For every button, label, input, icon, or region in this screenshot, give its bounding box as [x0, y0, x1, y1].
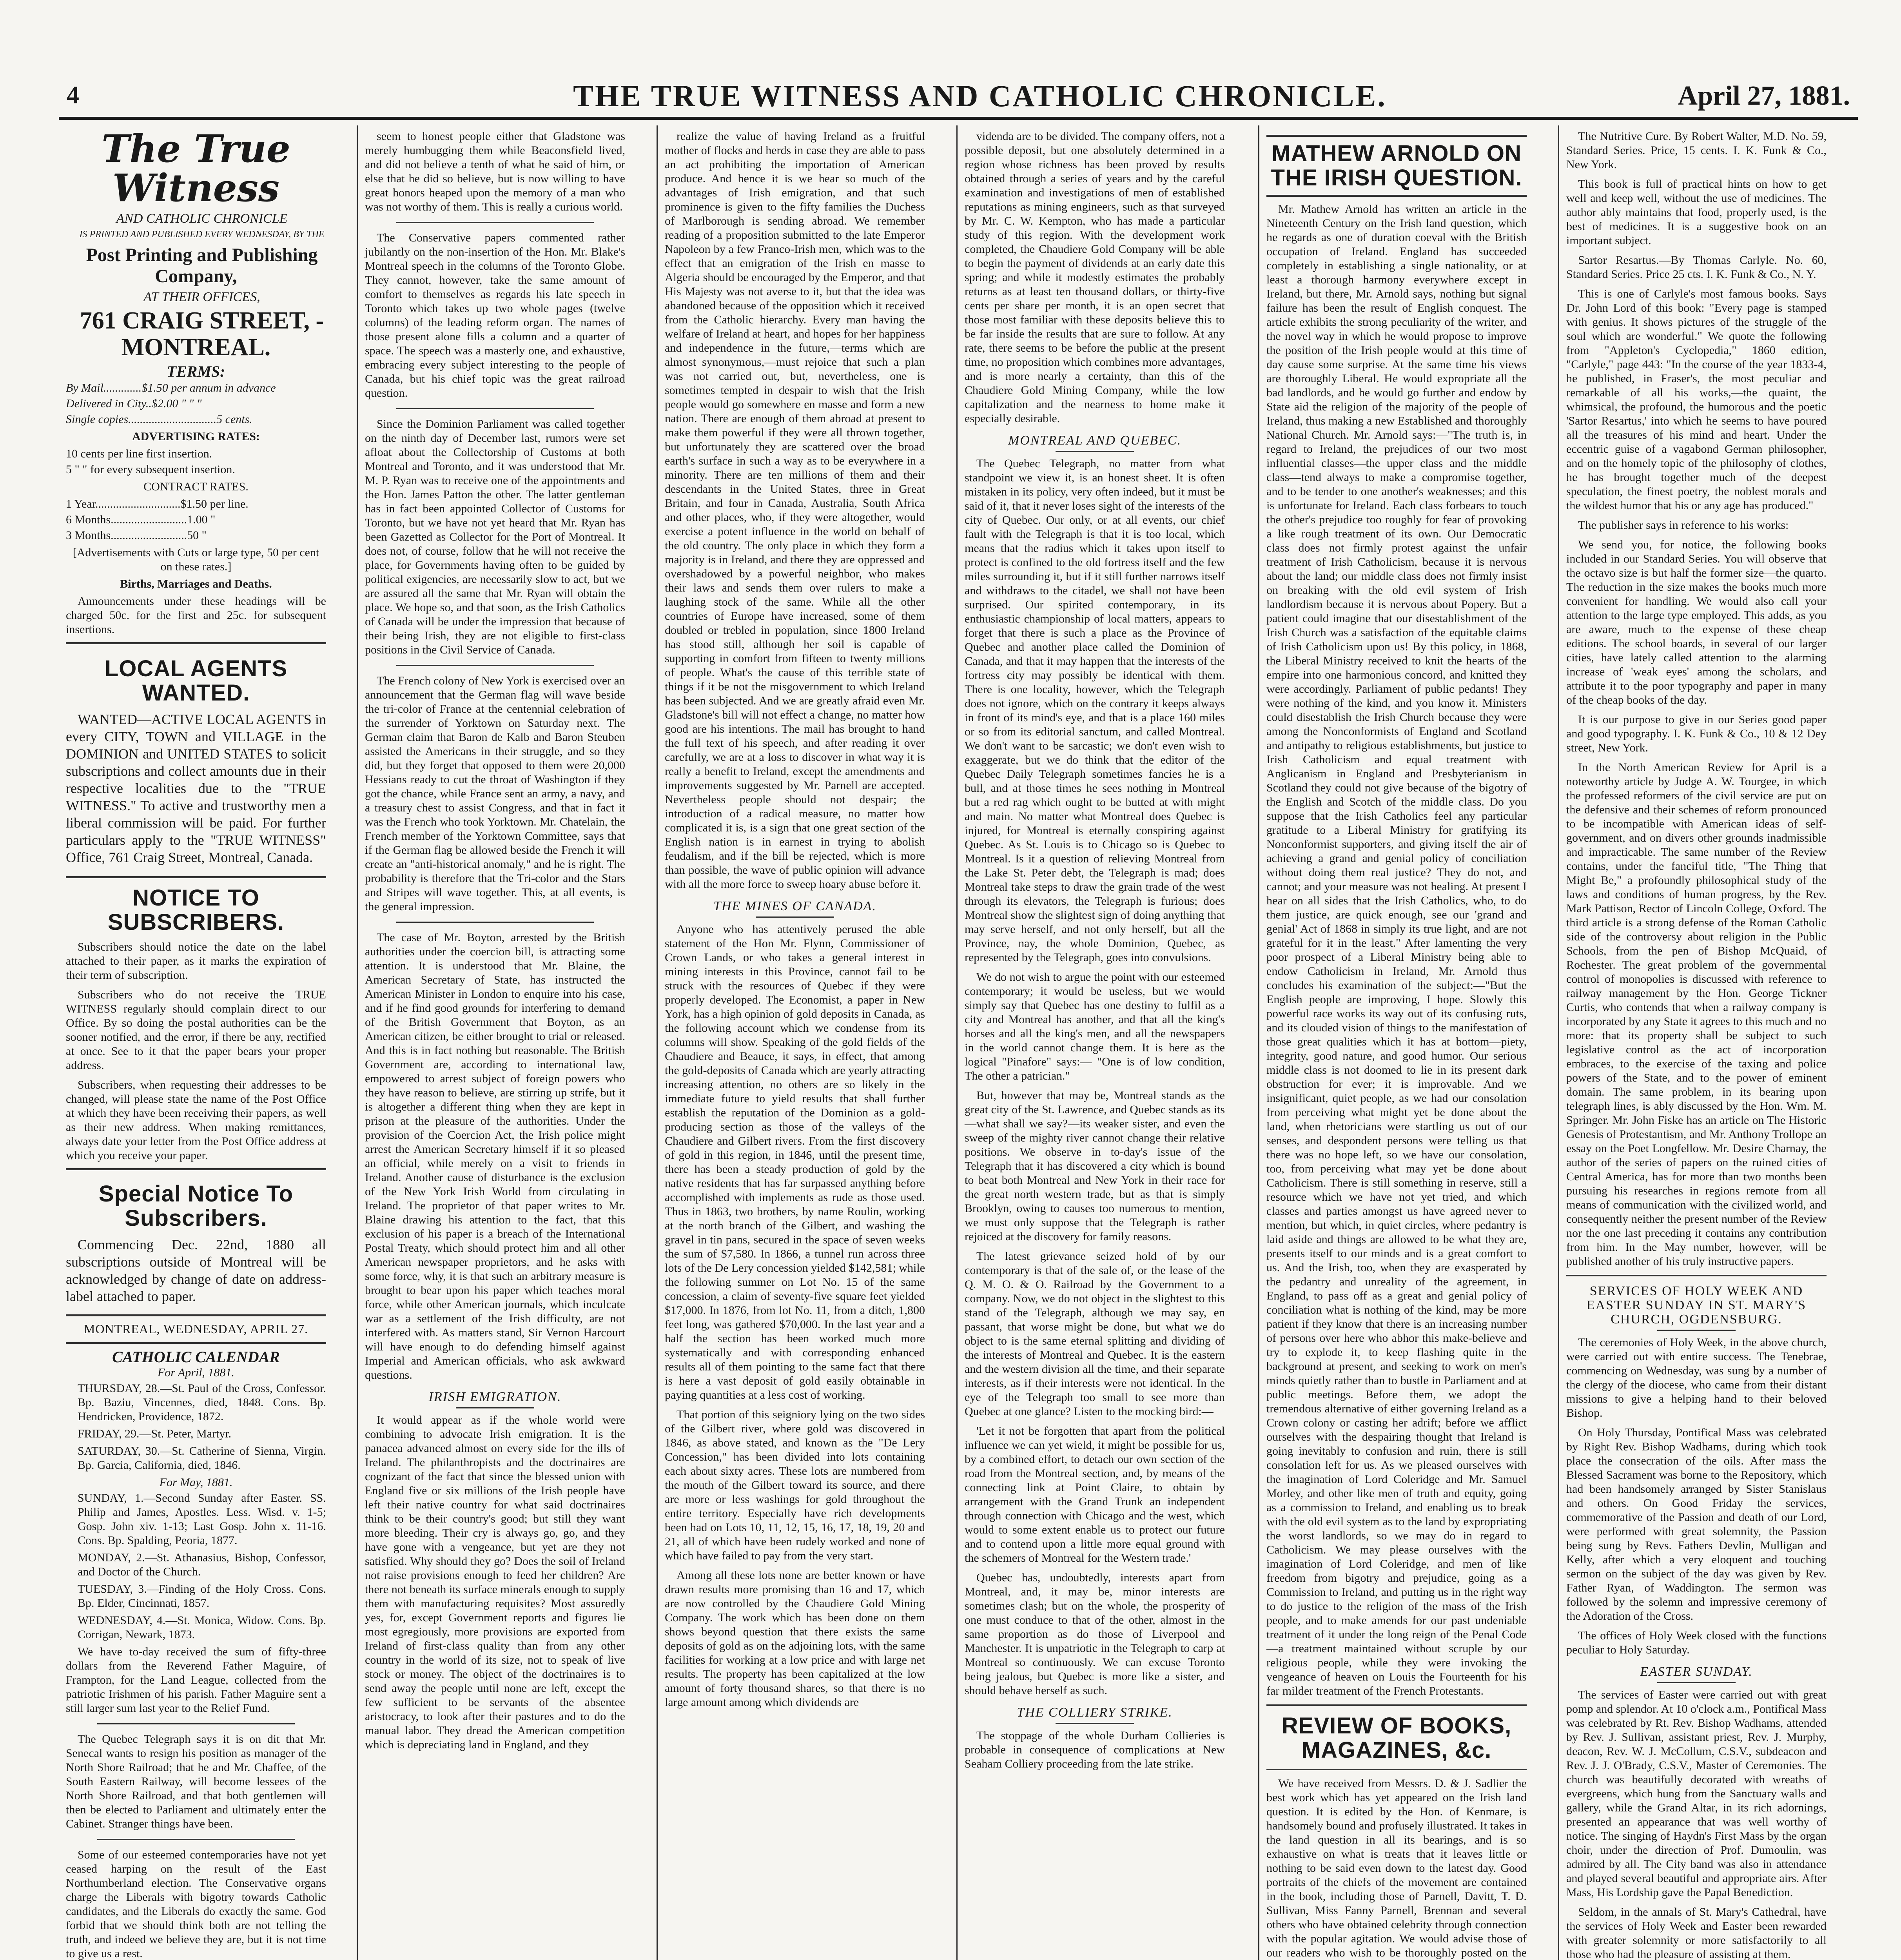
article-paragraph: The French colony of New York is exercised over an announcement that the German flag will wave beside the tri-color of France at the centennial celebration of the surrender of Yorktown on Saturday next. The German claim that Baron de Kalb and Baron Steuben assisted the Americans in their struggle, and so they did, but they forget that opposed to them were 20,000 Hessians ready to cut the throat of Washington if they got the chance, while France sent an army, a navy, and a treasury chest to assist Congress, and that in fact it was the French who took Yorktown. Mr. Chatelain, the French member of the Yorktown Committee, says that if the German flag be allowed beside the French it will create an "anti-historical anomaly," and he is right. The probability is therefore that the Tri-color and the Stars and Stripes will wave together. This, at all events, is the general impression. — [365, 674, 625, 913]
review-paragraph: This is one of Carlyle's most famous books. Says Dr. John Lord of this book: "Every page is stamped with genius. It shows pictures of the struggle of the soul which are wonderful." We quote the following from "Appleton's Cyclopedia," 1860 edition, "Carlyle," page 443: "In the course of the year 1833-4, he published, in Fraser's, the most peculiar and remarkable of all his works,—the quaint, the whimsical, the profound, the humorous and the poetic 'Sartor Resartus,' into which he seems to have poured all the treasures of his mind and heart. Under the eccentric guise of a vagabond German philosopher, and on the homely topic of the philosophy of clothes, he has brought together much of the deepest speculation, the finest poetry, the noblest morals and the wildest humor that his or any age has produced." — [1566, 287, 1827, 512]
review-paragraph: We have received from Messrs. D. & J. Sadlier the best work which has yet appeared on the Irish land question. It is edited by the Hon. of Kenmare, is handsomely bound and profusely illustrated. It takes in the land question in all its bearings, and is so exhaustive on what is treats that it leaves little or nothing to be said even down to the latest day. Good portraits of the chiefs of the movement are contained in the book, including those of Parnell, Davitt, T. D. Sullivan, Miss Fanny Parnell, Brennan and several others who have obtained celebrity through connection with the popular agitation. We would advise those of our readers who wish to be thoroughly posted on the — [1266, 1777, 1527, 1959]
column-3 — [657, 125, 932, 1960]
calendar-entry: SUNDAY, 1.—Second Sunday after Easter. SS. Philip and James, Apostles. Less. Wisd. v. 1-5; Gosp. John xiv. 1-13; Last Gosp. John x. 11-16. Cons. Bp. Spalding, Peoria, 1877. — [78, 1492, 326, 1547]
advertising-line: 5 " " for every subsequent insertion. — [66, 463, 235, 476]
article-paragraph: seem to honest people either that Gladstone was merely humbugging them while Beaconsfield lived, and did not believe a tenth of what he said of him, or else that he did so believe, but is now willing to have great honors heaped upon the memory of a man who was not worthy of them. This is really a curious world. — [365, 130, 625, 213]
article-paragraph: That portion of this seigniory lying on the two sides of the Gilbert river, where gold was discovered in 1846, as above stated, and known as the "De Lery Concession," has been divided into lots containing each about sixty acres. These lots are numbered from the mouth of the Gilbert toward its source, and there are more or less washings for gold throughout the entire territory. Especially have rich developments been had on Lots 10, 11, 12, 15, 16, 17, 18, 19, 20 and 21, all of which have been rudely worked and none of which have failed to pay from the very start. — [665, 1408, 925, 1562]
article-paragraph: realize the value of having Ireland as a fruitful mother of flocks and herds in case they are able to pass an act prohibiting the importation of American produce. And hence it is we hear so much of the advantages of Irish emigration, and that such prominence is given to the fifty families the Duchess of Marlborough is sending abroad. We remember reading of a proposition submitted to the late Emperor Napoleon by a few Franco-Irish men, which was to the effect that an emigration of the Irish en masse to Algeria should be encouraged by the Emperor, and that His Majesty was not averse to it, but that the idea was abandoned because of the opposition which it received from the Catholic hierarchy. Every man having the welfare of Ireland at heart, and hopes for her happiness and independence in the future,—terms which are almost synonymous,—must rejoice that such a plan was not carried out, but, nevertheless, one is sometimes tempted in despair to wish that the Irish people would go somewhere en masse and form a new nation. There are enough of them abroad at present to make them powerful if they were all thrown together, but unfortunately they are scattered over the broad earth's surface in such a way as to be everywhere in a minority. There are ten millions of them and their descendants in the United States, three in Great Britain, and four in Canada, Australia, South Africa and other places, who, if they were altogether, would exercise a potent influence in the world on behalf of the old country. The only place in which they form a majority is in Ireland, and there they are oppressed and overshadowed by a powerful neighbor, who makes their laws and sends them over rulers to make a laughing stock of the same. While all the other countries of Europe have increased, some of them doubled or trebled in population, since 1800 Ireland has stood still, although her soil is capable of supporting in comfort from fifteen to twenty millions of people. What's the cause of this terrible state of things if it be not the misgovernment to which Ireland has been subjected. And we are greatly afraid even Mr. Gladstone's bill will not effect a change, no matter how good are his intentions. The mail has brought to hand the full text of his speech, and after reading it over carefully, we are at a loss to discover in what way it is really a benefit to Ireland, except the amendments and improvements suggested by Mr. Parnell are accepted. Nevertheless people should not despair; the introduction of a radical measure, no matter how complicated it is, is a sign that one great section of the English nation is in earnest in trying to abolish feudalism, and if the bill be rejected, which is more than possible, the wave of public opinion will advance with all the more force to sweep hoary abuse before it. — [665, 130, 925, 891]
calendar-entry: FRIDAY, 29.—St. Peter, Martyr. — [78, 1427, 232, 1440]
divider — [1566, 1275, 1827, 1276]
columns — [59, 125, 1858, 1960]
article-paragraph: Mr. Mathew Arnold has written an article in the Nineteenth Century on the Irish land question, which he regards as one of duration coeval with the British occupation of Ireland. England has succeeded completely in establishing a single nationality, or at least a thorough harmony everywhere except in Ireland, but there, Mr. Arnold says, nothing but signal failure has been the result of English conquest. The article exhibits the strong peculiarity of the writer, and the novel way in which he would propose to improve the position of the Irish people would at this time of day cause some surprise. At the same time his views are thoroughly Liberal. He would expropriate all the bad landlords, and he would go further and endow by State aid the religion of the majority of the people of Ireland, thus making a new Established and thoroughly National Church. Mr. Arnold says:—"The truth is, in regard to Ireland, the prejudices of our two most influential classes—the upper class and the middle class—tend always to make a compromise together, and to be tender to one another's weaknesses; and this is unfortunate for Ireland. Each class forbears to touch the other's prejudice too roughly for fear of provoking a like rough treatment of its own. Our Democratic class does not firmly protest against the unfair treatment of Irish Catholicism, because it is nervous about the land; our middle class does not firmly insist on breaking with the old evil system of Irish landlordism because it is nervous about Popery. But a patient could imagine that our disestablishment of the Irish Church was a satisfaction of the equitable claims of Irish Catholicism upon us! By this policy, in 1868, the Liberal Ministry received to knit the hearts of the empire into one harmonious concord, and knitted they were accordingly. Parliament of public pedants! They were nothing of the kind, and you know it. Ministers could disestablish the Irish Church because they were among the Nonconformists of England and Scotland and antipathy to religious establishments, but justice to Irish Catholicism and equal treatment with Anglicanism in England and Presbyterianism in Scotland they could not give because of the bigotry of the English and Scotch of the middle class. Do you suppose that the Irish Catholics feel any particular gratitude to a Liberal Ministry for gratifying its Nonconformist supporters, and giving itself the air of achieving a grand and genial policy of conciliation without doing them real justice? They do not, and cannot; and your measure was not healing. At present I hear on all sides that the Irish Catholics, who, to do them justice, are quick enough, see our 'grand and genial' Act of 1868 in simply its true light, and are not grateful for it in the least." After lamenting the very poor prospect of a Liberal Ministry being able to endow Catholicism in Ireland, Mr. Arnold thus concludes his examination of the subject:—"But the English people are improving, I hope. Slowly this powerful race works its way out of its confusing ruts, and its clouded vision of things to the manifestation of those great qualities which it has at bottom—piety, integrity, good nature, and good humor. Our serious middle class is not doomed to lie in its present dark obstruction for ever; it is improvable. And we insignificant, quiet people, as we had our consolation from perceiving what might yet be done about the land, when rhetoricians were startling us out of our senses, and despondent persons were telling us that there was no hope left, so we have our consolation, too, from perceiving what may yet be done about Catholicism. There is still something in reserve, still a resource which we have not yet tried, and which classes and parties amongst us have agreed never to mention, but which, in quiet circles, where pedantry is laid aside and things are allowed to be what they are, presents itself to our minds and is a great comfort to us. And the Irish, too, when they are exasperated by the pedantry and unreality of the agreement, in England, to pass off as a great and genial policy of conciliation what is nothing of the kind, may be more patient if they know that there is an increasing number of persons over here who abhor this make-believe and try to explode it, to keep flashing quite in the background at present, and seeking to work on men's minds quietly rather than to bustle in Parliament and at public meetings. Before them, we adopt the tremendous alternative of either governing Ireland as a Crown colony or casting her adrift; before we afflict ourselves with the despairing thought that Ireland is going inevitably to confusion and ruin, there is still consolation left for us. As we pleased ourselves with the imagination of Lord Coleridge and Mr. Samuel Morley, and other like men of truth and equity, going as a commission to Ireland, and enabling us to break with the old evil system as to the land by expropriating the worst landlords, so we may do in regard to Catholicism. We may please ourselves with the imagination of Lord Coleridge, and men of like freedom from bigotry and prejudice, going as a Commission to Ireland, and putting us in the right way to do justice to the religion of the mass of the Irish people, and to make amends for our past undeniable treatment of it under the long reign of the Penal Code—a treatment maintained without scruple by our religious people, while they were invoking the vengeance of heaven on Louis the Fourteenth for his far milder treatment of the French Protestants. — [1266, 203, 1527, 1697]
calendar-entry: SATURDAY, 30.—St. Catherine of Sienna, Virgin. Bp. Garcia, California, died, 1846. — [78, 1445, 326, 1472]
advertising-line: 10 cents per line first insertion. — [66, 447, 212, 460]
article-paragraph: Since the Dominion Parliament was called together on the ninth day of December last, rumors were set afloat about the Collectorship of Customs at both Montreal and Toronto, and it was understood that Mr. M. P. Ryan was to receive one of the appointments and the Hon. James Patton the other. The latter gentleman has in fact been appointed Collector of Customs for Toronto, but we have not yet heard that Mr. Ryan has been Gazetted as Collector for the Port of Montreal. It does not, of course, follow that he will not receive the place, for Governments having often to be guided by political exigencies, are necessarily slow to act, but we are assured all the same that Mr. Ryan will obtain the place. We hope so, and that soon, as the Irish Catholics of Canada will be under the impression that because of their being Irish, they are not eligible to first-class positions in the Civil Service of Canada. — [365, 417, 625, 656]
review-paragraph: The publisher says in reference to his works: — [1578, 519, 1789, 532]
contract-line: 1 Year.............................$1.50 per line. — [66, 497, 249, 510]
divider — [396, 408, 594, 409]
contract-note: [Advertisements with Cuts or large type, 50 per cent on these rates.] — [73, 546, 319, 573]
article-paragraph: But, however that may be, Montreal stands as the great city of the St. Lawrence, and Quebec stands as its—what shall we say?—its weaker sister, and even the sweep of the mighty river cannot change their relative positions. We observe in to-day's issue of the Telegraph that it has discovered a city which is bound to beat both Montreal and New York in their race for the great north western trade, but as that is simply Brooklyn, owing to causes too numerous to mention, we must only suppose that the Telegraph is rather rejoiced at the discovery for family reasons. — [965, 1089, 1225, 1243]
article-paragraph: The case of Mr. Boyton, arrested by the British authorities under the coercion bill, is attracting some attention. It is understood that Mr. Blaine, the American Secretary of State, has instructed the American Minister in London to enquire into his case, and if he find good grounds for interfering to demand of the British Government that Boyton, as an American citizen, be either brought to trial or released. And this is in fact nothing but reasonable. The British Government are, according to international law, empowered to arrest subject of foreign powers who they have reason to believe, are stirring up strife, but it is altogether a different thing when they are kept in prison at the pleasure of the authorities. Under the provision of the Coercion Act, the Irish police might arrest the American Secretary himself if it so pleased an official, while merely on a visit to friends in Ireland. Another cause of disturbance is the exclusion of the New York Irish World from circulating in Ireland. The proprietor of that paper writes to Mr. Blaine drawing his attention to the fact, that this exclusion of his paper is a breach of the International Postal Treaty, which should protect him and all other American newspaper proprietors, and he asks with some force, why, it is that such an arbitrary measure is brought to bear upon his paper which teaches moral force, while other American journals, which inculcate war as a settlement of the Irish difficulty, are not interfered with. As matters stand, Sir Vernon Harcourt will have enough to do defending himself against Imperial and American officials, who ask awkward questions. — [365, 931, 625, 1381]
advertising-title: ADVERTISING RATES: — [132, 430, 260, 443]
section-title: SERVICES OF HOLY WEEK AND EASTER SUNDAY IN ST. MARY'S CHURCH, OGDENSBURG. — [1566, 1284, 1827, 1331]
article-paragraph: Quebec has, undoubtedly, interests apart from Montreal, and, it may be, minor interests are sometimes clash; but on the whole, the prosperity of one must conduce to that of the other, almost in the same proportion as do those of Liverpool and Manchester. It is unpatriotic in the Telegraph to carp at Montreal so continuously. We can excuse Toronto being jealous, but Quebec is more like a sister, and should behave herself as such. — [965, 1571, 1225, 1697]
article-paragraph: The latest grievance seized hold of by our contemporary is that of the sale of, or the lease of the Q. M. O. & O. Railroad by the Government to a company. Now, we do not object in the slightest to this stand of the Telegraph, although we may say, en passant, that worse might be done, but what we do object to is the same eternal splitting and dividing of the interests of Montreal and Quebec. It is the eastern and the western division all the time, and their separate interests, as if their interests were not identical. In the eye of the Telegraph too small to see more than Quebec at one glance? Listen to the mocking bird:— — [965, 1250, 1225, 1418]
calendar-entry: WEDNESDAY, 4.—St. Monica, Widow. Cons. Bp. Corrigan, Newark, 1873. — [78, 1614, 326, 1641]
article-paragraph: On Holy Thursday, Pontifical Mass was celebrated by Right Rev. Bishop Wadhams, during which took place the consecration of the oils. After mass the Blessed Sacrament was borne to the Repository, which had been handsomely arranged by Sister Stanislaus and others. On Good Friday the services, commemorative of the Passion and death of our Lord, were performed with great solemnity, the Passion being sung by Revs. Fathers Devlin, Mulligan and Kelly, after which a very eloquent and touching sermon on the subject of the day was given by Rev. Father Ryan, of Waddington. The sermon was followed by the solemn and impressive ceremony of the Adoration of the Cross. — [1566, 1426, 1827, 1622]
column-6 — [1558, 125, 1834, 1960]
section-title: EASTER SUNDAY. — [1566, 1665, 1827, 1683]
agents-box — [66, 642, 326, 878]
contract-line: 6 Months..........................1.00 " — [66, 513, 216, 526]
divider — [396, 222, 594, 223]
review-paragraph: The Nutritive Cure. By Robert Walter, M.D. No. 59, Standard Series. Price, 15 cents. I. K. Funk & Co., New York. — [1566, 130, 1827, 171]
special-notice-text: Commencing Dec. 22nd, 1880 all subscriptions outside of Montreal will be acknowledged by change of date on address-label attached to paper. — [66, 1237, 326, 1304]
calendar-entry: THURSDAY, 28.—St. Paul of the Cross, Confessor. Bp. Baziu, Vincennes, died, 1848. Cons. Bp. Hendricken, Providence, 1872. — [78, 1382, 326, 1423]
article-paragraph: 'Let it not be forgotten that apart from the political influence we can yet wield, it might be possible for us, by a combined effort, to detach our own section of the road from the Montreal section, and, by means of the connecting link at Point Claire, to obtain by arrangement with the Grand Trunk an independent through connection with Chicago and the west, which would to some extent enable us to protect our future and to contend upon a little more equal ground with the schemers of Montreal for the Western trade.' — [965, 1425, 1225, 1564]
article-paragraph: Among all these lots none are better known or have drawn results more promising than 16 and 17, which are now controlled by the Chaudiere Gold Mining Company. The work which has been done on them shows beyond question that there exists the same deposits of gold as on the adjoining lots, with the same facilities for working at a low price and with large net results. The property has been capitalized at the low amount of forty thousand shares, so that there is no large amount among which dividends are — [665, 1569, 925, 1709]
divider — [66, 1342, 326, 1344]
divider — [396, 922, 594, 923]
divider — [97, 1839, 295, 1840]
section-title: THE MINES OF CANADA. — [665, 899, 925, 918]
notice-paragraph: Subscribers who do not receive the TRUE WITNESS regularly should complain direct to our Office. By so doing the postal authorities can be the sooner notified, and the error, if there be any, rectified at once. See to it that the paper bears your proper address. — [66, 988, 326, 1072]
review-headline: REVIEW OF BOOKS, MAGAZINES, &c. — [1281, 1713, 1512, 1763]
terms-line: Delivered in City..$2.00 " " " — [66, 397, 202, 410]
article-headline: MATHEW ARNOLD ON THE IRISH QUESTION. — [1266, 135, 1527, 197]
special-notice-title: Special Notice To Subscribers. — [98, 1181, 294, 1231]
terms-title: TERMS: — [167, 363, 225, 380]
special-notice-box — [66, 1168, 326, 1316]
calendar-subtitle: For May, 1881. — [159, 1476, 233, 1489]
article-paragraph: The Conservative papers commented rather jubilantly on the non-insertion of the Hon. Mr. Blake's Montreal speech in the columns of the Toronto Globe. They cannot, however, take the same amount of comfort to themselves as regards his late speech in Toronto which takes up two whole pages (twelve columns) of the leading reform organ. The names of those present alone fills a column and a quarter of space. The speech was a masterly one, and exhaustive, embracing every subject interesting to the people of Canada, but his chief topic was the great railroad question. — [365, 231, 625, 399]
dateline: MONTREAL, WEDNESDAY, APRIL 27. — [83, 1322, 308, 1336]
notice-paragraph: Subscribers should notice the date on the label attached to their paper, as it marks the expiration of their term of subscription. — [66, 940, 326, 982]
article-paragraph: The services of Easter were carried out with great pomp and splendor. At 10 o'clock a.m., Pontifical Mass was celebrated by Rt. Rev. Bishop Wadhams, attended by Rev. J. Sullivan, assistant priest, Rev. J. Murphy, deacon, Rev. W. J. McCollum, C.S.V., subdeacon and Rev. J. J. O'Brady, C.S.V., Master of Ceremonies. The church was beautifully decorated with wreaths of evergreens, which hung from the Sanctuary walls and gallery, while the Grand Altar, in its rich adornings, presented an appearance that was well worthy of notice. The singing of Haydn's First Mass by the organ choir, under the direction of Prof. Dumoulin, was admired by all. The City band was also in attendance and played several beautiful and appropriate airs. After Mass, His Lordship gave the Papal Benediction. — [1566, 1688, 1827, 1899]
nameplate-subtitle: AND CATHOLIC CHRONICLE — [116, 211, 288, 226]
address: 761 CRAIG STREET, - MONTREAL. — [80, 307, 324, 361]
column-5 — [1258, 125, 1534, 1960]
review-paragraph: This book is full of practical hints on how to get well and keep well, without the use of medicines. The author ably maintains that food, properly used, is the best of medicines. It is a suggestive book on an important subject. — [1566, 178, 1827, 247]
running-title: THE TRUE WITNESS AND CATHOLIC CHRONICLE. — [573, 79, 1387, 113]
terms-line: Single copies..............................5 cents. — [66, 413, 252, 426]
terms-line: By Mail.............$1.50 per annum in advance — [66, 381, 276, 394]
calendar-entry: MONDAY, 2.—St. Athanasius, Bishop, Confessor, and Doctor of the Church. — [78, 1551, 326, 1578]
column-1 — [59, 125, 333, 1960]
article-paragraph: Some of our esteemed contemporaries have not yet ceased harping on the result of the East Northumberland election. The Conservative organs charge the Liberals with bigotry towards Catholic candidates, and the Liberals do exactly the same. God forbid that we should think both are not telling the truth, and indeed we believe they are, but it is not time to give us a rest. — [66, 1848, 326, 1960]
notice-paragraph: Subscribers, when requesting their addresses to be changed, will please state the name of the Post Office at which they have been receiving their papers, as well as their new address. When making remittances, always date your letter from the Post Office address at which you receive your paper. — [66, 1078, 326, 1162]
article-paragraph: The offices of Holy Week closed with the functions peculiar to Holy Saturday. — [1566, 1629, 1827, 1656]
review-paragraph: In the North American Review for April is a noteworthy article by Judge A. W. Tourgee, in which the professed reformers of the civil service are put on the defensive and their schemes of reform pronounced to be incompatible with American ideas of self-government, and on divers other grounds inadmissible and impracticable. The same number of the Review contains, under the fanciful title, "The Thing that Might Be," a profoundly philosophical study of the laws and conditions of human progress, by the Rev. Mark Pattison, Rector of Lincoln College, Oxford. The third article is a strong defense of the Roman Catholic side of the controversy about religion in the Public Schools, from the pen of Bishop McQuaid, of Rochester. The great problem of the governmental control of monopolies is discussed with reference to railway management by the Hon. George Tickner Curtis, who contends that when a railway company is incorporated by any State it agrees to this much and no more: that its property shall be subject to such legislative control as the act of incorporation embraces, to the exercise of the taxing and police powers of the State, and to the power of eminent domain. The same problem, in its bearing upon telegraph lines, is ably discussed by the Hon. Wm. M. Springer. Mr. John Fiske has an article on The Historic Genesis of Protestantism, and Mr. Anthony Trollope an essay on the Poet Longfellow. Mr. Desire Charnay, the author of the series of papers on the ruined cities of Central America, has for more than two months been pursuing his researches in regions remote from all means of communication with the civilized world, and consequently neither the present number of the Review nor the one last preceding it contains any contribution from him. In the May number, however, will be published another of his truly instructive papers. — [1566, 761, 1827, 1268]
section-title: THE COLLIERY STRIKE. — [965, 1706, 1225, 1724]
column-2 — [357, 125, 632, 1960]
article-paragraph: videnda are to be divided. The company offers, not a possible deposit, but one absolutely determined in a region whose richness has been proved by results obtained through a series of years and by the careful examination and investigations of men of established reputations as mining engineers, such as that surveyed by Mr. C. W. Kempton, who has made a particular study of this region. With the development work completed, the Chaudiere Gold Company will be able to begin the payment of dividends at an early date this spring; and while it modestly estimates the probably returns as at least ten thousand dollars, or thirty-five cents per share per month, it is an open secret that those most familiar with these deposits believe this to be far inside the results that are sure to follow. At any rate, there seems to be before the public at the present time, no proposition which combines more advantages, and is more nearly a certainty, than this of the Chaudiere Gold Mining Company, while the low capitalization and the nearness to home make it especially desirable. — [965, 130, 1225, 425]
article-paragraph: It would appear as if the whole world were combining to advocate Irish emigration. It is the panacea advanced almost on every side for the ills of Ireland. The philanthropists and the doctrinaires are cognizant of the fact that since the blessed union with England five or six millions of the Irish people have left their native country for what said doctrinaires think to be their country's good; but still they want more bleeding. Their cry is always go, go, and they have gone with a vengeance, but yet are they not satisfied. Why should they go? Does the soil of Ireland not raise provisions enough to feed her children? Are there not beneath its surface minerals enough to supply them with manufacturing requisites? Most assuredly yes, for, except Government reports and figures lie most egregiously, more provisions are exported from Ireland of first-class quality than from any other country in the world of its size, not to speak of live stock or money. The object of the doctrinaires is to send away the people until none are left, except the few sufficient to be servants of the absentee aristocracy, to look after their pastures and to do the manual labor. They dread the American competition which is depreciating land in England, and they — [365, 1414, 625, 1751]
calendar-entry: TUESDAY, 3.—Finding of the Holy Cross. Cons. Bp. Elder, Cincinnati, 1857. — [78, 1583, 326, 1610]
divider — [1266, 1769, 1527, 1770]
article-paragraph: Seldom, in the annals of St. Mary's Cathedral, have the services of Holy Week and Easter been rewarded with greater solemnity or more satisfactorily to all those who had the pleasure of assisting at them. — [1566, 1906, 1827, 1960]
divider — [396, 665, 594, 666]
article-paragraph: The ceremonies of Holy Week, in the above church, were carried out with entire success. The Tenebrae, commencing on Wednesday, was sung by a number of the clergy of the diocese, who came from their distant missions to give a helping hand to their beloved Bishop. — [1566, 1336, 1827, 1419]
issue-date: April 27, 1881. — [1678, 81, 1850, 111]
review-paragraph: Sartor Resartus.—By Thomas Carlyle. No. 60, Standard Series. Price 25 cts. I. K. Funk & Co., N. Y. — [1566, 254, 1827, 281]
publisher: Post Printing and Publishing Company, — [86, 245, 318, 287]
bmd-title: Births, Marriages and Deaths. — [120, 577, 272, 590]
section-title: IRISH EMIGRATION. — [365, 1390, 625, 1408]
article-paragraph: The Quebec Telegraph says it is on dit that Mr. Senecal wants to resign his position as manager of the North Shore Railroad; that he and Mr. Chaffee, of the South Eastern Railway, will become lessees of the North Shore Railroad, and that both gentlemen will then be elected to Parliament and ultimately enter the Cabinet. Stranger things have been. — [66, 1733, 326, 1830]
notice-title: NOTICE TO SUBSCRIBERS. — [107, 885, 285, 935]
page-number: 4 — [67, 81, 79, 109]
article-paragraph: We have to-day received the sum of fifty-three dollars from the Reverend Father Maguire, of Frampton, for the Land League, collected from the patriotic Irishmen of his parish. Father Maguire sent a still larger sum last year to the Relief Fund. — [66, 1645, 326, 1715]
section-title: MONTREAL AND QUEBEC. — [965, 434, 1225, 452]
bmd-text: Announcements under these headings will be charged 50c. for the first and 25c. for subsequent insertions. — [66, 595, 326, 636]
agents-title: LOCAL AGENTS WANTED. — [104, 656, 288, 706]
page-header — [0, 0, 1901, 122]
article-paragraph: The stoppage of the whole Durham Collieries is probable in consequence of complications at New Seaham Colliery proceeding from the late strike. — [965, 1729, 1225, 1770]
agents-text: WANTED—ACTIVE LOCAL AGENTS in every CITY, TOWN and VILLAGE in the DOMINION and UNITED STATES to solicit subscriptions and collect amounts due in their respective localities due to the "TRUE WITNESS." To active and trustworthy men a liberal commission will be paid. For further particulars apply to the "TRUE WITNESS" Office, 761 Craig Street, Montreal, Canada. — [66, 711, 326, 865]
column-4 — [956, 125, 1232, 1960]
contract-title: CONTRACT RATES. — [143, 480, 249, 493]
review-paragraph: It is our purpose to give in our Series good paper and good typography. I. K. Funk & Co., 10 & 12 Dey street, New York. — [1566, 713, 1827, 754]
article-paragraph: The Quebec Telegraph, no matter from what standpoint we view it, is an honest sheet. It is often mistaken in its policy, very often indeed, but it must be said of it, that it never loses sight of the interests of the city of Quebec. Our only, or at all events, our chief fault with the Telegraph is that it is too local, which means that the radius which it takes upon itself to protect is confined to the old fortress itself and the few miles surrounding it, but if it still further narrows itself and withdraws to the citadel, we shall not have been surprised. Our spirited contemporary, in its enthusiastic championship of local matters, appears to forget that there is such a place as the Province of Quebec and another place called the Dominion of Canada, and that it may happen that the interests of the fortress city may possibly be identical with them. There is one locality, however, which the Telegraph does not ignore, which on the contrary it keeps always in front of its mind's eye, and that is a place 160 miles or so from its editorial sanctum, and called Montreal. We don't want to be sarcastic; we don't even wish to exaggerate, but we do think that the editor of the Quebec Daily Telegraph sometimes fancies he is a bull, and at those times he sees nothing in Montreal but a red rag which ought to be butted at with might and main. No matter what Montreal does Quebec is injured, for Montreal is eternally conspiring against Quebec. As St. Louis is to Chicago so is Quebec to Montreal. Is it a question of relieving Montreal from the Lake St. Peter debt, the Telegraph is mad; does Montreal take steps to draw the grain trade of the west through its elevators, the Telegraph is furious; does Montreal show the slightest sign of doing anything that may serve herself, and not only herself, but all the Province, nay, the whole Dominion, Quebec, as represented by the Telegraph, goes into convulsions. — [965, 457, 1225, 964]
article-paragraph: We do not wish to argue the point with our esteemed contemporary; it would be useless, but we would simply say that Quebec has one destiny to fulfil as a city and Montreal has another, and that all the king's horses and all the king's men, and all the newspapers in the world cannot change them. It is here as the logical "Pinafore" says:— "One is of low condition, The other a patrician." — [965, 971, 1225, 1082]
at-offices: AT THEIR OFFICES, — [143, 290, 260, 304]
divider — [97, 1723, 295, 1724]
header-rule — [59, 117, 1858, 120]
calendar-title: CATHOLIC CALENDAR — [112, 1348, 280, 1366]
nameplate: The True Witness — [102, 127, 290, 210]
review-paragraph: We send you, for notice, the following books included in our Standard Series. You will observe that the octavo size is but half the former size—the quarto. The reduction in the size makes the books much more convenient for handling. We would also call your attention to the large type employed. This adds, as you are aware, much to the expense of these cheap editions. The school boards, in several of our larger cities, have lately called attention to the alarming increase of 'weak eyes' among the scholars, and attribute it to the poor typography and paper in many of the cheap books of the day. — [1566, 538, 1827, 706]
divider — [1266, 1704, 1527, 1706]
calendar-subtitle: For April, 1881. — [157, 1366, 235, 1379]
article-paragraph: Anyone who has attentively perused the able statement of the Hon Mr. Flynn, Commissioner of Crown Lands, or who takes a general interest in mining interests in this Province, cannot fail to be struck with the resources of Quebec if they were properly developed. The Economist, a paper in New York, has a high opinion of gold deposits in Canada, as the following account which we condense from its columns will show. Speaking of the gold fields of the Chaudiere and Beauce, it says, in effect, that among the gold-deposits of Canada which are yearly attracting increasing attention, no others are so likely in the immediate future to yield results that shall further establish the reputation of the Dominion as a gold-producing section as those of the valleys of the Chaudiere and Gilbert rivers. From the first discovery of gold in this region, in 1846, until the present time, there has been a steady production of gold by the native residents that has far surpassed anything before accomplished with implements as rude as those used. Thus in 1863, two brothers, by name Roulin, working at the north branch of the Gilbert, and washing the gravel in tin pans, secured in the space of seven weeks the sum of $7,580. In 1866, a tunnel run across three lots of the De Lery concession yielded $142,581; while the following summer on Lot No. 15 of the same concession, a claim of seventy-five square feet yielded $17,000. In 1876, from lot No. 11, from a ditch, 1,800 feet long, was gathered $70,000. In the last year and a half the section has been worked much more systematically and with corresponding enhanced results all of them pointing to the same fact that there is here a vast deposit of gold easily obtainable in paying quantities at a less cost of working. — [665, 923, 925, 1401]
contract-line: 3 Months..........................50 " — [66, 529, 207, 542]
printed-line: IS PRINTED AND PUBLISHED EVERY WEDNESDAY, BY THE — [79, 229, 325, 240]
